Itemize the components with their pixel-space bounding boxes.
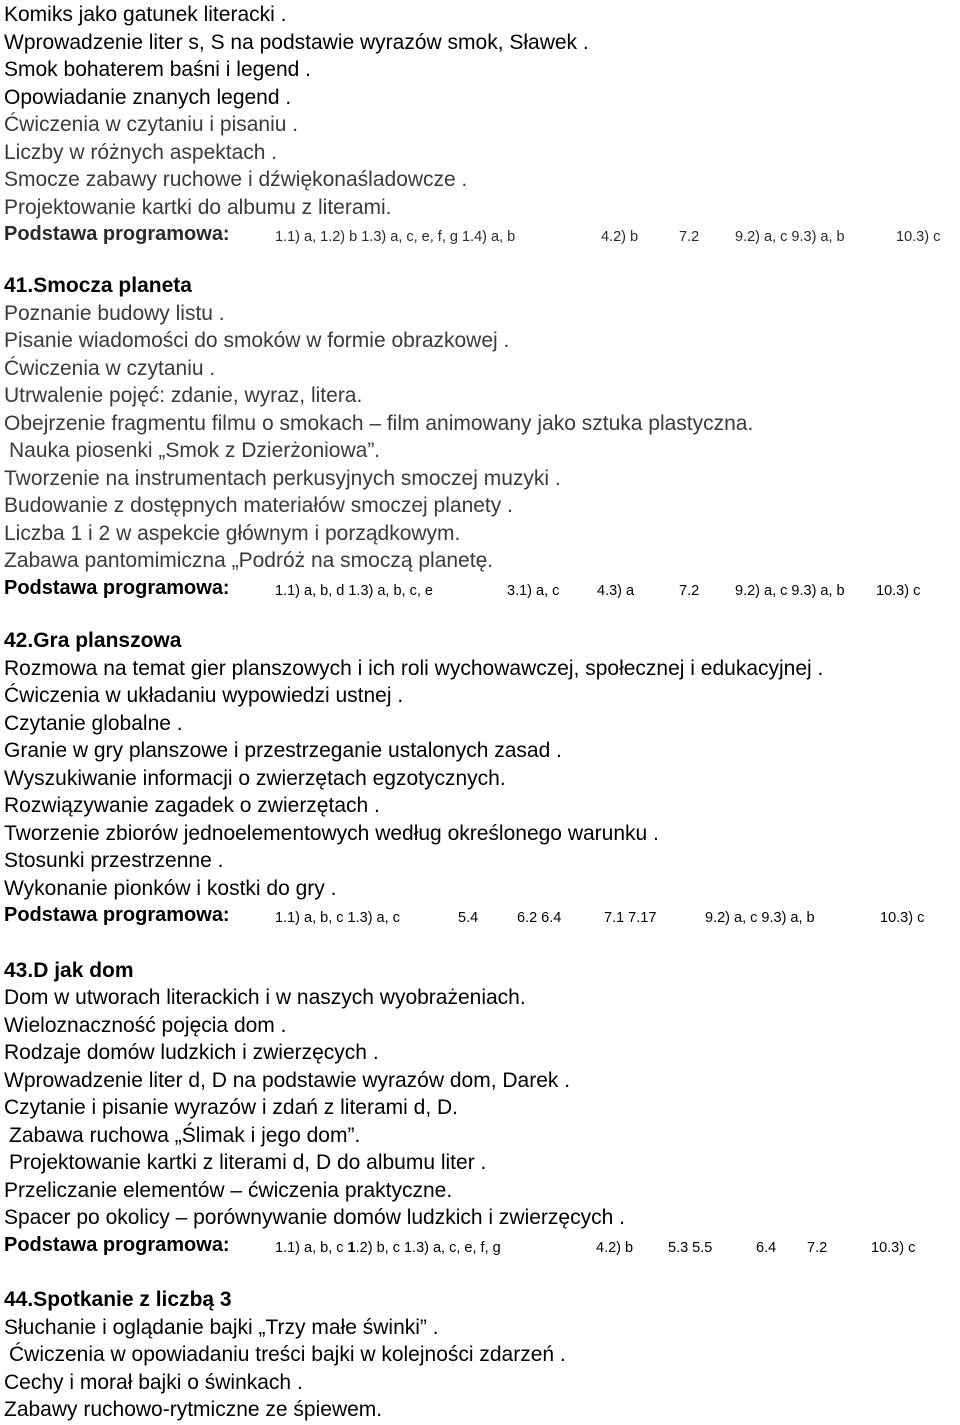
text-line: Projektowanie kartki do albumu z literami. (4, 196, 392, 219)
text-line: Komiks jako gatunek literacki . (4, 3, 287, 26)
curriculum-code-part: 1.1) a, b, c (275, 1240, 348, 1256)
text-line: Ćwiczenia w opowiadaniu treści bajki w kolejności zdarzeń . (9, 1343, 566, 1366)
text-line: Opowiadanie znanych legend . (4, 86, 292, 109)
section-heading-41 (4, 272, 192, 300)
curriculum-code: 6.4 (756, 1240, 777, 1256)
text-line: Wyszukiwanie informacji o zwierzętach egzotycznych. (4, 767, 506, 790)
curriculum-code: 4.2) b (596, 1240, 634, 1256)
curriculum-label: Podstawa programowa: (4, 577, 230, 599)
curriculum-label: Podstawa programowa: (4, 1234, 230, 1256)
text-line: Utrwalenie pojęć: zdanie, wyraz, litera. (4, 384, 363, 407)
text-line: Cechy i morał bajki o świnkach . (4, 1371, 303, 1394)
text-line: Czytanie i pisanie wyrazów i zdań z literami d, D. (4, 1096, 459, 1119)
text-line: Budowanie z dostępnych materiałów smoczej planety . (4, 494, 513, 517)
text-line: Zabawy ruchowo-rytmiczne ze śpiewem. (4, 1398, 383, 1421)
curriculum-code: 10.3) c (880, 910, 925, 926)
text-line: Tworzenie na instrumentach perkusyjnych smoczej muzyki . (4, 467, 561, 490)
text-line: Stosunki przestrzenne . (4, 849, 224, 872)
text-line: Spacer po okolicy – porównywanie domów ludzkich i zwierzęcych . (4, 1206, 625, 1229)
text-line: Pisanie wiadomości do smoków w formie obrazkowej . (4, 329, 510, 352)
text-line: Poznanie budowy listu . (4, 302, 225, 325)
text-line: Tworzenie zbiorów jednoelementowych według określonego warunku . (4, 822, 659, 845)
text-line: Rozwiązywanie zagadek o zwierzętach . (4, 794, 380, 817)
text-line: Liczby w różnych aspektach . (4, 141, 278, 164)
curriculum-code: 5.3 5.5 (668, 1240, 713, 1256)
section-heading-42 (4, 627, 181, 655)
section-title: Spotkanie z liczbą 3 (33, 1288, 232, 1311)
curriculum-label: Podstawa programowa: (4, 223, 230, 245)
text-line: Projektowanie kartki z literami d, D do albumu liter . (9, 1151, 487, 1174)
text-line: Obejrzenie fragmentu filmu o smokach – film animowany jako sztuka plastyczna. (4, 412, 754, 435)
curriculum-label: Podstawa programowa: (4, 904, 230, 926)
curriculum-code-part: 1 (347, 1240, 356, 1256)
curriculum-code: 4.3) a (597, 583, 635, 599)
curriculum-code: 9.2) a, c 9.3) a, b (705, 910, 815, 926)
section-title: D jak dom (33, 959, 134, 982)
text-line: Granie w gry planszowe i przestrzeganie ustalonych zasad . (4, 739, 562, 762)
section-number: 41. (4, 274, 34, 297)
text-line: Dom w utworach literackich i w naszych wyobrażeniach. (4, 986, 526, 1009)
text-line: Wieloznaczność pojęcia dom . (4, 1014, 287, 1037)
section-number: 42. (4, 629, 34, 652)
section-number: 43. (4, 959, 34, 982)
text-line: Wprowadzenie liter d, D na podstawie wyrazów dom, Darek . (4, 1069, 571, 1092)
curriculum-code-part: .2) b, c 1.3) a, c, e, f, g (355, 1240, 501, 1256)
curriculum-code: 4.2) b (601, 229, 639, 245)
section-heading-44 (4, 1286, 232, 1314)
curriculum-code (275, 1236, 501, 1260)
text-line: Czytanie globalne . (4, 712, 183, 735)
text-line: Wprowadzenie liter s, S na podstawie wyrazów smok, Sławek . (4, 31, 589, 54)
curriculum-code: 10.3) c (876, 583, 921, 599)
curriculum-code: 9.2) a, c 9.3) a, b (735, 583, 845, 599)
text-line: Liczba 1 i 2 w aspekcie głównym i porządkowym. (4, 522, 461, 545)
curriculum-code: 7.2 (679, 583, 700, 599)
text-line: Wykonanie pionków i kostki do gry . (4, 877, 337, 900)
text-line: Rozmowa na temat gier planszowych i ich roli wychowawczej, społecznej i edukacyjnej . (4, 657, 824, 680)
text-line: Ćwiczenia w czytaniu i pisaniu . (4, 113, 299, 136)
curriculum-code: 10.3) c (871, 1240, 916, 1256)
text-line: Nauka piosenki „Smok z Dzierżoniowa”. (9, 439, 381, 462)
text-line: Zabawa pantomimiczna „Podróż na smoczą planetę. (4, 549, 494, 572)
curriculum-code: 10.3) c (896, 229, 941, 245)
curriculum-code: 1.1) a, b, d 1.3) a, b, c, e (275, 583, 433, 599)
text-line: Przeliczanie elementów – ćwiczenia praktyczne. (4, 1179, 453, 1202)
curriculum-code: 9.2) a, c 9.3) a, b (735, 229, 845, 245)
text-line: Zabawa ruchowa „Ślimak i jego dom”. (9, 1124, 361, 1147)
text-line: Smok bohaterem baśni i legend . (4, 58, 312, 81)
text-line: Ćwiczenia w układaniu wypowiedzi ustnej . (4, 684, 404, 707)
curriculum-code: 7.2 (679, 229, 700, 245)
section-title: Smocza planeta (33, 274, 192, 297)
curriculum-code: 5.4 (458, 910, 479, 926)
curriculum-code: 7.2 (807, 1240, 828, 1256)
text-line: Smocze zabawy ruchowe i dźwiękonaśladowcze . (4, 168, 468, 191)
text-line: Słuchanie i oglądanie bajki „Trzy małe świnki” . (4, 1316, 439, 1339)
text-line: Ćwiczenia w czytaniu . (4, 357, 216, 380)
curriculum-code: 3.1) a, c (507, 583, 560, 599)
curriculum-code: 1.1) a, b, c 1.3) a, c (275, 910, 400, 926)
curriculum-code: 7.1 7.17 (604, 910, 657, 926)
curriculum-code: 6.2 6.4 (517, 910, 562, 926)
text-line: Rodzaje domów ludzkich i zwierzęcych . (4, 1041, 379, 1064)
curriculum-code: 1.1) a, 1.2) b 1.3) a, c, e, f, g 1.4) a, b (275, 229, 516, 245)
section-number: 44. (4, 1288, 34, 1311)
section-title: Gra planszowa (33, 629, 182, 652)
section-heading-43 (4, 957, 134, 985)
